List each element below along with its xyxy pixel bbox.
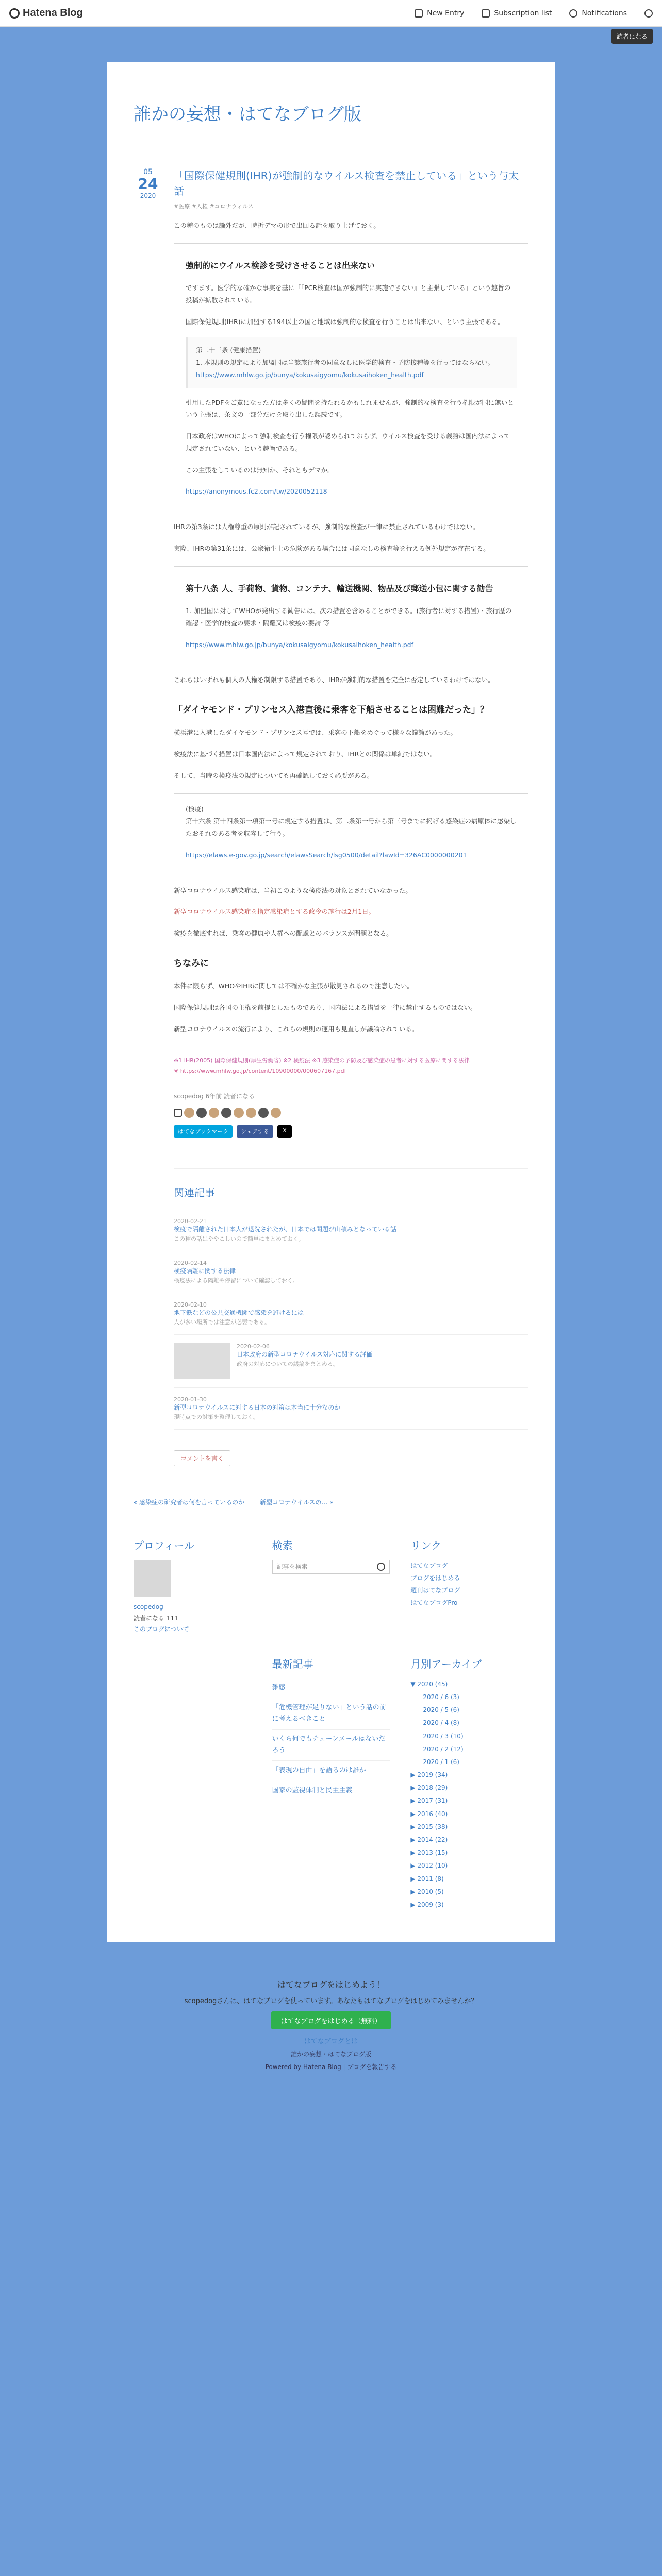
related-item[interactable] (174, 1335, 528, 1388)
archive-year[interactable]: ▶ 2017 (31) (410, 1797, 448, 1805)
ihr-article18-heading: 第十八条 人、手荷物、貨物、コンテナ、輸送機関、物品及び郵送小包に関する勧告 (186, 583, 493, 594)
quoted-post-box (174, 243, 528, 507)
user-menu-button[interactable] (644, 9, 653, 18)
ihr-article-link[interactable]: https://www.mhlw.go.jp/bunya/kokusaigyomu/kokusaihoken_health.pdf (196, 370, 424, 379)
blog-container (107, 62, 555, 1942)
links-module (410, 1537, 528, 1635)
link-item[interactable]: ブログをはじめる (410, 1574, 460, 1582)
paragraph: そして、当時の検疫法の規定についても再確認しておく必要がある。 (174, 771, 374, 779)
profile-name-link[interactable]: scopedog (134, 1603, 163, 1611)
related-excerpt: 政府の対応についての議論をまとめる。 (237, 1360, 339, 1367)
related-item[interactable] (174, 1293, 528, 1335)
quoted-post-p5: この主張をしているのは無知か、それともデマか。 (186, 466, 334, 474)
related-title[interactable]: 地下鉄などの公共交通機関で感染を避けるには (174, 1309, 304, 1316)
quarantine-law-link[interactable]: https://elaws.e-gov.go.jp/search/elawsSearch/lsg0500/detail?lawId=326AC0000000201 (186, 851, 467, 859)
search-icon[interactable] (377, 1563, 385, 1571)
paragraph: 本件に限らず、WHOやIHRに関しては不確かな主張が散見されるので注意したい。 (174, 982, 413, 990)
subscription-list-button[interactable] (482, 9, 552, 18)
archive-year[interactable]: ▶ 2011 (8) (410, 1875, 444, 1883)
related-thumbnail[interactable] (174, 1343, 230, 1379)
new-entry-label: New Entry (427, 9, 465, 18)
search-module (272, 1537, 390, 1635)
quoted-post-p4: 日本政府はWHOによって強制検査を行う権限が認められておらず、ウイルス検査を受ける義務は国内法によって規定されていない、という趣旨である。 (186, 432, 510, 452)
related-title[interactable]: 日本政府の新型コロナウイルス対応に関する評価 (237, 1350, 373, 1358)
link-item[interactable]: はてなブログPro (410, 1599, 458, 1606)
recent-item[interactable]: いくら何でもチェーンメールはないだろう (272, 1735, 386, 1755)
archive-year[interactable]: ▶ 2019 (34) (410, 1771, 448, 1779)
archive-month[interactable]: 2020 / 2 (12) (423, 1745, 464, 1753)
add-star-icon[interactable] (174, 1109, 182, 1117)
pencil-icon (415, 9, 423, 18)
star-user-avatar[interactable] (184, 1108, 194, 1118)
ihr-article-text: 1. 本規則の規定により加盟国は当該旅行者の同意なしに医学的検査・予防接種等を行ってはならない。 (196, 359, 494, 367)
related-item[interactable] (174, 1251, 528, 1293)
archive-year[interactable]: ▼ 2020 (45) (410, 1680, 448, 1688)
recent-item[interactable]: 「危機管理が足りない」という話の前に考えるべきこと (272, 1703, 386, 1723)
recent-module (272, 1656, 390, 1911)
paragraph: 検疫を徹底すれば、乗客の健康や人権への配慮とのバランスが問題となる。 (174, 929, 393, 938)
related-date: 2020-02-21 (174, 1217, 207, 1225)
archive-month[interactable]: 2020 / 5 (6) (423, 1706, 459, 1714)
write-comment-button[interactable]: コメントを書く (174, 1450, 230, 1466)
entry-intro: この種のものは論外だが、時折デマの形で出回る話を取り上げておく。 (174, 222, 380, 229)
quoted-post-heading: 強制的にウイルス検診を受けさせることは出来ない (186, 260, 375, 270)
star-user-avatar[interactable] (196, 1108, 207, 1118)
star-user-avatar[interactable] (234, 1108, 244, 1118)
star-user-avatar[interactable] (246, 1108, 256, 1118)
recent-item[interactable]: 雑感 (272, 1683, 286, 1691)
related-item[interactable] (174, 1388, 528, 1430)
subscribe-button[interactable]: 読者になる (611, 29, 653, 44)
hatena-star-row (174, 1108, 528, 1118)
ihr-article-title: 第二十三条 (健康措置) (196, 346, 261, 354)
paragraph: 実際、IHRの第31条には、公衆衛生上の危険がある場合には同意なしの検査等を行える例外規定が存在する。 (174, 544, 490, 552)
recent-item[interactable]: 国家の監視体制と民主主義 (272, 1787, 353, 1795)
star-user-avatar[interactable] (258, 1108, 269, 1118)
related-excerpt: 検疫法による隔離や停留について確認しておく。 (174, 1277, 299, 1284)
hatena-blog-logo[interactable] (9, 7, 83, 19)
paragraph: 新型コロナウイルスの流行により、これらの規則の運用も見直しが議論されている。 (174, 1025, 419, 1033)
paragraph: 横浜港に入港したダイヤモンド・プリンセス号では、乗客の下船をめぐって様々な議論があった。 (174, 728, 457, 737)
bell-icon (569, 9, 577, 18)
entry-year: 2020 (140, 192, 156, 199)
archive-heading: 月別アーカイブ (410, 1657, 482, 1670)
section-heading-incidentally: ちなみに (174, 958, 209, 969)
paragraph: 新型コロナウイルス感染症は、当初このような検疫法の対象とされていなかった。 (174, 886, 412, 894)
star-user-avatar[interactable] (221, 1108, 231, 1118)
quoted-post-p3: 引用したPDFをご覧になった方は多くの疑問を持たれるかもしれませんが、強制的な検査を行う権限が国に無いという主張は、条文の一部分だけを取り出した誤読です。 (186, 398, 514, 419)
hatena-bookmark-button[interactable]: はてなブックマーク (174, 1125, 233, 1138)
section-heading-diamond-princess: 「ダイヤモンド・プリンセス入港直後に乗客を下船させることは困難だった」？ (174, 705, 489, 716)
search-placeholder: 記事を検索 (276, 1563, 308, 1571)
entry-month: 05 (143, 168, 153, 176)
author-line[interactable]: scopedog 6年前 読者になる (174, 1092, 255, 1100)
user-icon (644, 9, 653, 18)
archive-module (410, 1656, 528, 1911)
archive-month[interactable]: 2020 / 6 (3) (423, 1693, 459, 1701)
quoted-post-p1: ですます。医学的な確かな事実を基に「『PCR検査は国が強制的に実施できない』と主張している」という趣旨の投稿が拡散されている。 (186, 284, 511, 304)
x-share-button[interactable]: X (277, 1125, 292, 1138)
sidebar-modules (134, 1537, 528, 1911)
related-excerpt: 現時点での対策を整理しておく。 (174, 1413, 259, 1420)
pager-next-link[interactable]: 新型コロナウイルスの… » (260, 1498, 334, 1506)
search-input[interactable] (272, 1560, 390, 1574)
footer-lead: はてなブログをはじめよう！ (277, 1980, 385, 1990)
quarantine-law-title: (検疫) (186, 805, 204, 813)
pager (134, 1482, 528, 1522)
link-item[interactable]: はてなブログ (410, 1562, 448, 1569)
entry-date[interactable] (134, 168, 162, 1482)
paragraph: これらはいずれも個人の人権を制限する措置であり、IHRが強制的な措置を完全に否定しているわけではない。 (174, 676, 494, 684)
about-blog-link[interactable]: このブログについて (134, 1625, 189, 1633)
hatena-logo-icon (9, 8, 20, 19)
related-item[interactable] (174, 1210, 528, 1251)
pager-prev-link[interactable]: « 感染症の研究者は何を言っているのか (134, 1498, 245, 1506)
star-user-avatar[interactable] (209, 1108, 219, 1118)
entry-body (174, 219, 528, 1076)
notifications-button[interactable] (569, 9, 627, 18)
avatar[interactable] (134, 1560, 171, 1597)
page-footer (0, 1942, 662, 2092)
global-header (0, 0, 662, 40)
related-date: 2020-01-30 (174, 1396, 207, 1403)
related-date: 2020-02-06 (237, 1343, 270, 1350)
recent-heading: 最新記事 (272, 1657, 313, 1670)
new-entry-button[interactable] (415, 9, 464, 18)
archive-year[interactable]: ▶ 2013 (15) (410, 1849, 448, 1857)
ihr-article18-box (174, 566, 528, 661)
archive-year[interactable]: ▶ 2018 (29) (410, 1784, 448, 1792)
archive-year[interactable]: ▶ 2016 (40) (410, 1810, 448, 1818)
subscription-list-label: Subscription list (494, 9, 552, 18)
related-title[interactable]: 新型コロナウイルスに対する日本の対策は本当に十分なのか (174, 1403, 341, 1411)
star-user-avatar[interactable] (271, 1108, 281, 1118)
related-title[interactable]: 検疫隔離に関する法律 (174, 1267, 236, 1275)
footnotes (174, 1056, 528, 1076)
archive-year[interactable]: ▶ 2012 (10) (410, 1862, 448, 1870)
archive-year[interactable]: ▶ 2014 (22) (410, 1836, 448, 1843)
logo-text: Hatena Blog (23, 7, 83, 19)
ihr-article-quote (186, 337, 517, 388)
related-excerpt: 人が多い場所では注意が必要である。 (174, 1318, 270, 1326)
footnote-text: ※1 IHR(2005) 国際保健規則(厚生労働省) ※2 検疫法 ※3 感染症の予防及び感染症の患者に対する医療に関する法律 (174, 1057, 470, 1064)
related-date: 2020-02-10 (174, 1301, 207, 1308)
red-note[interactable]: 新型コロナウイルス感染症を指定感染症とする政令の施行は2月1日。 (174, 908, 375, 916)
archive-year[interactable]: ▶ 2015 (38) (410, 1823, 448, 1831)
archive-month[interactable]: 2020 / 1 (6) (423, 1758, 459, 1766)
archive-year[interactable]: ▶ 2010 (5) (410, 1888, 444, 1895)
quarantine-law-box (174, 793, 528, 871)
search-heading: 検索 (272, 1539, 293, 1552)
footnote-link[interactable]: ※ https://www.mhlw.go.jp/content/10900000/000607167.pdf (174, 1067, 346, 1075)
paragraph: IHRの第3条には人権尊重の原則が記されているが、強制的な検査が一律に禁止されているわけではない。 (174, 523, 479, 531)
about-hatena-blog-link[interactable]: はてなブログとは (304, 2038, 358, 2046)
archive-month[interactable]: 2020 / 4 (8) (423, 1719, 459, 1727)
notifications-label: Notifications (582, 9, 627, 18)
quoted-post-p2: 国際保健規則(IHR)に加盟する194以上の国と地域は強制的な検査を行うことは出来ない、という主張である。 (186, 317, 504, 326)
archive-year[interactable]: ▶ 2009 (3) (410, 1901, 444, 1908)
powered-by[interactable]: Powered by Hatena Blog | ブログを報告する (265, 2063, 397, 2071)
related-excerpt: この種の話はややこしいので簡単にまとめておく。 (174, 1235, 304, 1242)
paragraph: 検疫法に基づく措置は日本国内法によって規定されており、IHRとの関係は単純ではない。 (174, 750, 437, 758)
related-date: 2020-02-14 (174, 1259, 207, 1266)
recent-item[interactable]: 「表現の自由」を語るのは誰か (272, 1767, 366, 1775)
profile-subscribe-button[interactable]: 読者になる 111 (134, 1614, 178, 1622)
entry (134, 147, 528, 1482)
quarantine-law-text: 第十六条 第十四条第一項第一号に規定する措置は、第二条第一号から第三号までに掲げる感染症の病原体に感染したおそれのある者を収容して行う。 (186, 817, 517, 838)
footer-blog-link[interactable]: 誰かの妄想・はてなブログ版 (290, 2050, 371, 2058)
ihr-article18-text: 1. 加盟国に対してWHOが発出する勧告には、次の措置を含めることができる。(旅行者に対する措置)・旅行歴の確認・医学的検査の要求・隔離又は検疫の要請 等 (186, 607, 512, 627)
list-icon (482, 9, 490, 18)
links-heading: リンク (410, 1539, 441, 1552)
blog-title[interactable]: 誰かの妄想・はてなブログ版 (134, 82, 528, 147)
profile-module (134, 1537, 252, 1635)
entry-categories[interactable]: #医療 #人権 #コロナウィルス (174, 203, 254, 210)
related-title[interactable]: 検疫で隔離された日本人が退院されたが、日本では問題が山積みとなっている話 (174, 1225, 397, 1233)
start-blog-button[interactable]: はてなブログをはじめる（無料） (271, 2011, 390, 2029)
entry-footer (174, 1092, 528, 1138)
facebook-share-button[interactable]: シェアする (237, 1125, 273, 1138)
quoted-post-source-link[interactable]: https://anonymous.fc2.com/tw/2020052118 (186, 487, 327, 496)
link-item[interactable]: 週刊はてなブログ (410, 1586, 460, 1594)
related-heading: 関連記事 (174, 1186, 215, 1199)
related-entries (174, 1168, 528, 1430)
entry-title[interactable]: 「国際保健規則(IHR)が強制的なウイルス検査を禁止している」という与太話 (174, 170, 519, 197)
ihr-article18-link[interactable]: https://www.mhlw.go.jp/bunya/kokusaigyomu/kokusaihoken_health.pdf (186, 640, 413, 649)
footer-sub: scopedogさんは、はてなブログを使っています。あなたもはてなブログをはじめてみませんか？ (184, 1997, 478, 2006)
share-buttons (174, 1125, 528, 1138)
paragraph: 国際保健規則は各国の主権を前提としたものであり、国内法による措置を一律に禁止するものではない。 (174, 1003, 477, 1011)
entry-day: 24 (138, 175, 158, 192)
archive-month[interactable]: 2020 / 3 (10) (423, 1732, 464, 1740)
profile-heading: プロフィール (134, 1539, 194, 1552)
